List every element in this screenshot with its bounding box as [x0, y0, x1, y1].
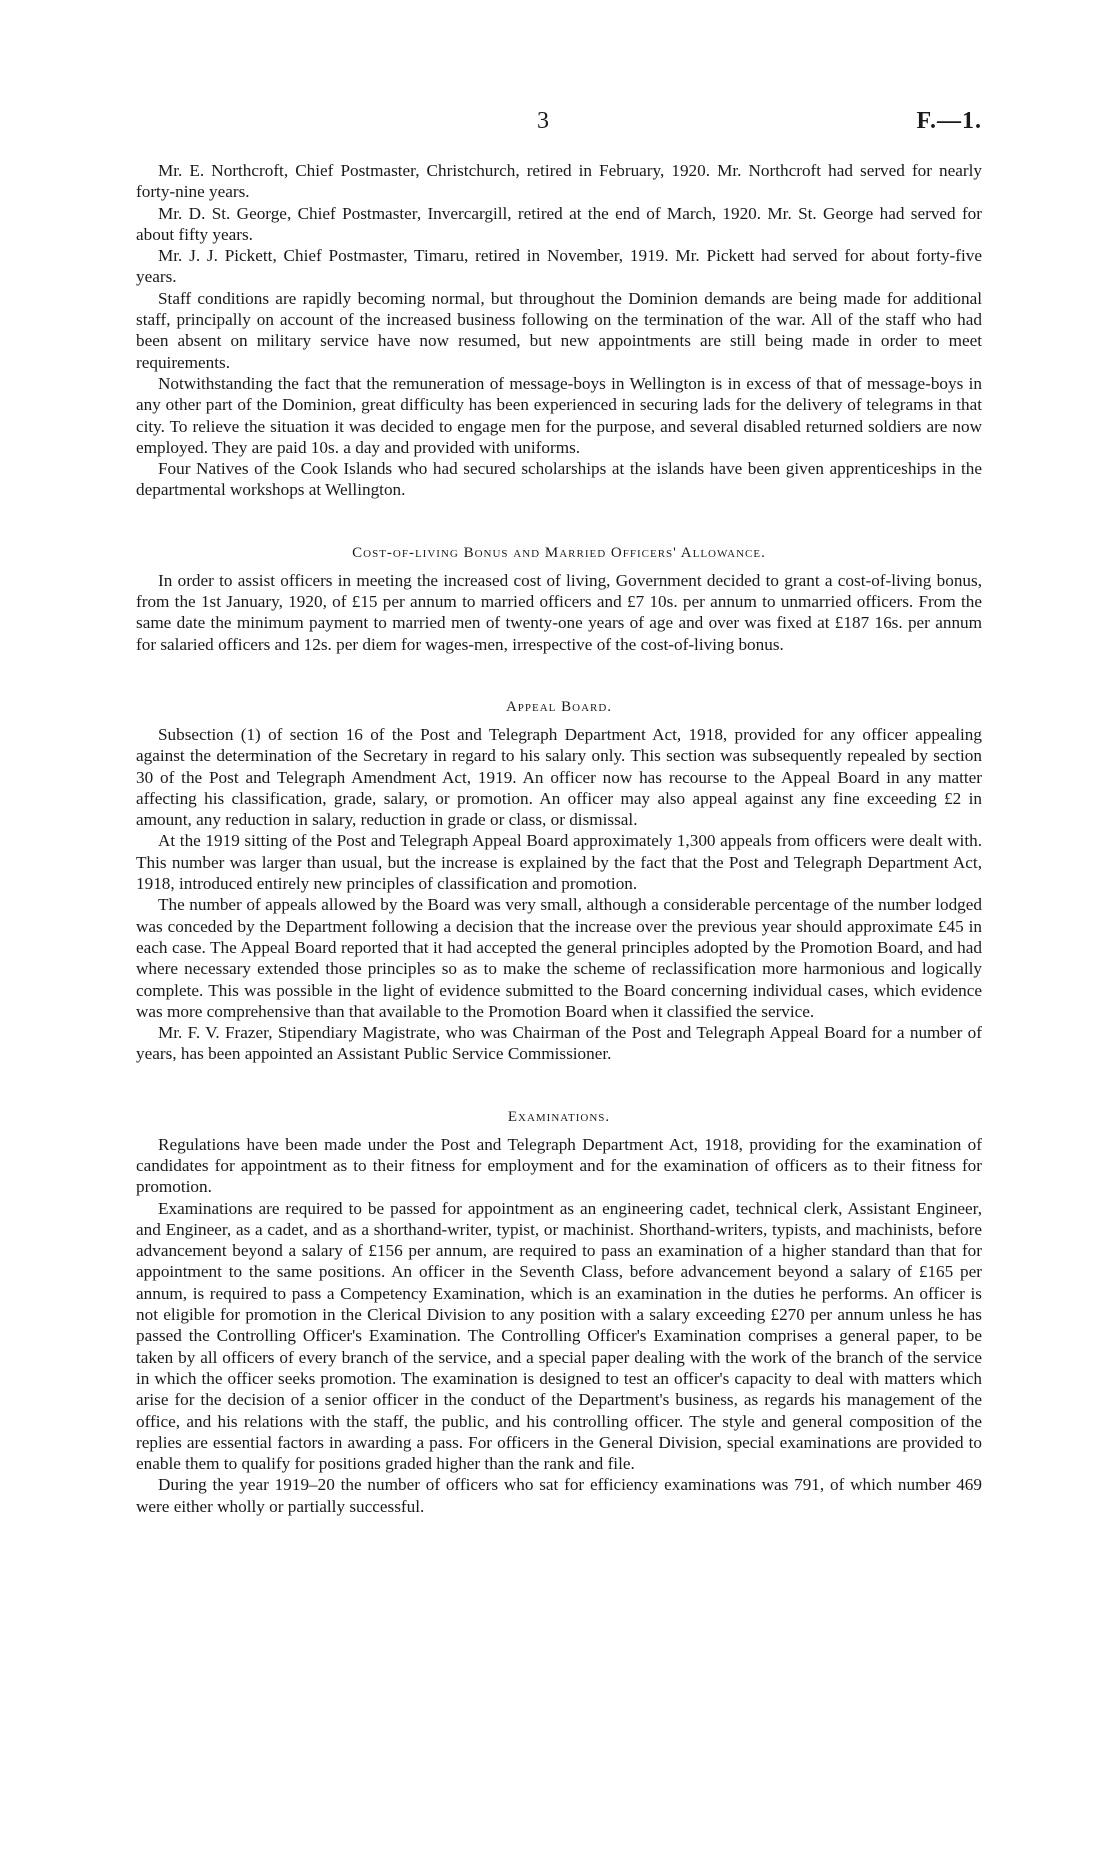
- paragraph: At the 1919 sitting of the Post and Telegraph Appeal Board approximately 1,300 appeals from officers were dealt with. This number was larger than usual, but the increase is explained by the fact that the Post and Telegraph Department Act, 1918, introduced entirely new principles of classification and promotion.: [136, 831, 982, 894]
- paragraph: Subsection (1) of section 16 of the Post and Telegraph Department Act, 1918, provided for any officer appealing against the determination of the Secretary in regard to his salary only. This section was subsequently repealed by section 30 of the Post and Telegraph Amendment Act, 1919. An officer now has recourse to the Appeal Board in any matter affecting his classification, grade, salary, or promotion. An officer may also appeal against any fine exceeding £2 in amount, any reduction in salary, reduction in grade or class, or dismissal.: [136, 724, 982, 830]
- paragraph: Mr. D. St. George, Chief Postmaster, Invercargill, retired at the end of March, 1920. Mr. St. George had served for about fifty years.: [136, 203, 982, 244]
- paragraph: Notwithstanding the fact that the remuneration of message-boys in Wellington is in excess of that of message-boys in any other part of the Dominion, great difficulty has been experienced in securing lads for the delivery of telegrams in that city. To relieve the situation it was decided to engage men for the purpose, and several disabled returned soldiers are now employed. They are paid 10s. a day and provided with uniforms.: [136, 373, 982, 457]
- paragraph: Mr. E. Northcroft, Chief Postmaster, Christchurch, retired in February, 1920. Mr. Northcroft had served for nearly forty-nine years.: [136, 161, 982, 202]
- paragraph: In order to assist officers in meeting the increased cost of living, Government decided to grant a cost-of-living bonus, from the 1st January, 1920, of £15 per annum to married officers and £7 10s. per annum to unmarried officers. From the same date the minimum payment to married men of twenty-one years of age and over was fixed at £187 16s. per annum for salaried officers and 12s. per diem for wages-men, irrespective of the cost-of-living bonus.: [136, 570, 982, 654]
- cost-of-living-section: [136, 543, 982, 655]
- paragraph: Four Natives of the Cook Islands who had secured scholarships at the islands have been given apprenticeships in the departmental workshops at Wellington.: [136, 459, 982, 500]
- section-heading: Cost-of-living Bonus and Married Officers' Allowance.: [352, 544, 766, 561]
- section-heading: Examinations.: [507, 1108, 611, 1125]
- examinations-section: [136, 1107, 982, 1517]
- paragraph: Mr. F. V. Frazer, Stipendiary Magistrate, who was Chairman of the Post and Telegraph Appeal Board for a number of years, has been appointed an Assistant Public Service Commissioner.: [136, 1023, 982, 1064]
- section-heading: Appeal Board.: [505, 698, 613, 715]
- appeal-board-section: [136, 697, 982, 1065]
- paragraph: During the year 1919–20 the number of officers who sat for efficiency examinations was 791, of which number 469 were either wholly or partially successful.: [136, 1475, 982, 1516]
- paragraph: Mr. J. J. Pickett, Chief Postmaster, Timaru, retired in November, 1919. Mr. Pickett had served for about forty-five years.: [136, 246, 982, 287]
- paragraph: The number of appeals allowed by the Board was very small, although a considerable percentage of the number lodged was conceded by the Department following a decision that the increase over the previous year should approximate £45 in each case. The Appeal Board reported that it had accepted the general principles adopted by the Promotion Board, and had where necessary extended those principles so as to make the scheme of reclassification more harmonious and logically complete. This was possible in the light of evidence submitted to the Board concerning individual cases, which evidence was more comprehensive than that available to the Promotion Board when it classified the service.: [136, 895, 982, 1021]
- page-number: 3: [537, 108, 550, 134]
- paragraph: Examinations are required to be passed for appointment as an engineering cadet, technical clerk, Assistant Engineer, and Engineer, as a cadet, and as a shorthand-writer, typist, or machinist. Shorthand-writers, typists, and machinists, before advancement beyond a salary of £156 per annum, are required to pass an examination of a higher standard than that for appointment to the same positions. An officer in the Seventh Class, before advancement beyond a salary of £165 per annum, is required to pass a Competency Examination, which is an examination in the duties he performs. An officer is not eligible for promotion in the Clerical Division to any position with a salary exceeding £270 per annum unless he has passed the Controlling Officer's Examination. The Controlling Officer's Examination comprises a general paper, to be taken by all officers of every branch of the service, and a special paper dealing with the work of the branch of the service in which the officer seeks promotion. The examination is designed to test an officer's capacity to deal with matters which arise for the decision of a senior officer in the conduct of the Department's business, as regards his management of the office, and his relations with the staff, the public, and his controlling officer. The style and general composition of the replies are essential factors in awarding a pass. For officers in the General Division, special examinations are provided to enable them to qualify for positions graded higher than the rank and file.: [136, 1198, 982, 1474]
- paragraph: Staff conditions are rapidly becoming normal, but throughout the Dominion demands are being made for additional staff, principally on account of the increased business following on the termination of the war. All of the staff who had been absent on military service have now resumed, but new appointments are still being made in order to meet requirements.: [136, 288, 982, 372]
- page-header: [0, 108, 1114, 138]
- staff-section: [136, 160, 982, 501]
- paragraph: Regulations have been made under the Post and Telegraph Department Act, 1918, providing for the examination of candidates for appointment as to their fitness for employment and for the examination of officers as to their fitness for promotion.: [136, 1134, 982, 1197]
- document-reference: F.—1.: [916, 108, 982, 134]
- document-body: [136, 160, 982, 1517]
